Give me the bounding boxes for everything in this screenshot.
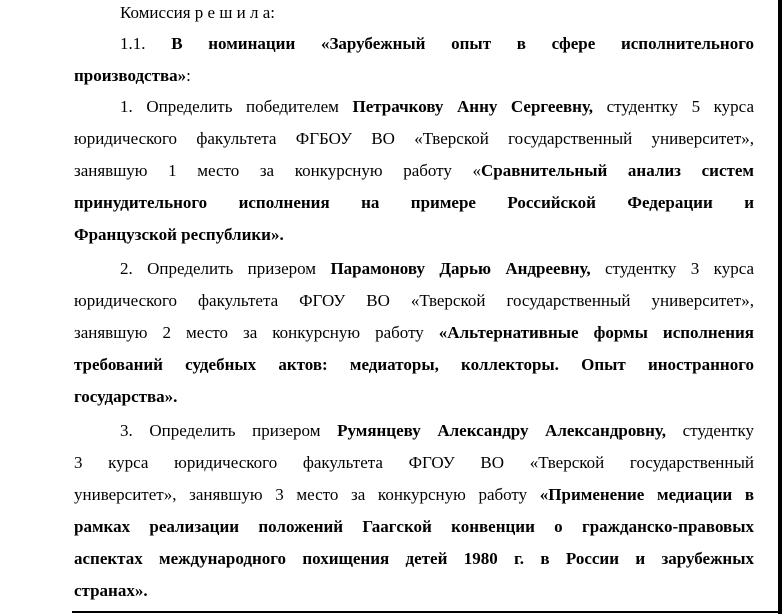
decision-item-line xyxy=(74,387,754,407)
page-bottom-rule xyxy=(72,611,782,613)
regular-text: занявшую 1 место за конкурсную работу « xyxy=(74,161,481,180)
decision-item-line xyxy=(74,355,754,375)
bold-text: Сравнительный анализ систем xyxy=(481,161,754,180)
regular-text: юридического факультета ФГБОУ ВО «Тверской государственный университет», xyxy=(74,129,754,148)
decision-item-line xyxy=(74,549,754,569)
bold-text: «Альтернативные формы исполнения xyxy=(438,323,754,342)
decision-item-line xyxy=(74,291,754,311)
decision-item-line xyxy=(74,129,754,149)
regular-text: университет», занявшую 3 место за конкурсную работу xyxy=(74,485,540,504)
regular-text: юридического факультета ФГОУ ВО «Тверской государственный университет», xyxy=(74,291,754,310)
regular-text: студентку 3 курса xyxy=(590,259,754,278)
bold-text: Французской республики». xyxy=(74,225,284,244)
regular-text: занявшую 2 место за конкурсную работу xyxy=(74,323,439,342)
nomination-colon: : xyxy=(186,66,191,85)
regular-text: 1. Определить победителем xyxy=(120,97,353,116)
decision-item-line xyxy=(74,323,754,343)
nomination-number: 1.1. xyxy=(120,34,146,53)
bold-text: «Применение медиации в xyxy=(539,485,754,504)
commission-decided-line xyxy=(120,3,520,23)
intro-text: Комиссия р е ш и л а: xyxy=(120,3,276,22)
decision-item-line xyxy=(74,225,754,245)
regular-text: 3. Определить призером xyxy=(120,421,338,440)
decision-item-line xyxy=(74,161,754,181)
regular-text: 3 курса юридического факультета ФГОУ ВО «Тверской государственный xyxy=(74,453,754,472)
decision-item-line xyxy=(74,517,754,537)
decision-item-line xyxy=(120,421,754,441)
regular-text: студентку 5 курса xyxy=(593,97,754,116)
regular-text: 2. Определить призером xyxy=(120,259,331,278)
nomination-title-part-1: В номинации «Зарубежный опыт в сфере исполнительного xyxy=(171,34,755,53)
decision-item-line xyxy=(74,581,754,601)
decision-item-line xyxy=(120,97,754,117)
decision-item-line xyxy=(74,485,754,505)
nomination-heading-line-2 xyxy=(74,66,754,86)
nomination-heading-line-1 xyxy=(120,34,754,54)
bold-text: аспектах международного похищения детей 1980 г. в России и зарубежных xyxy=(74,549,754,568)
decision-item-line xyxy=(74,453,754,473)
bold-text: рамках реализации положений Гаагской конвенции о гражданско-правовых xyxy=(74,517,754,536)
bold-text: Румянцеву Александру Александровну, xyxy=(337,421,666,440)
bold-text: Петрачкову Анну Сергеевну, xyxy=(352,97,594,116)
regular-text: студентку xyxy=(665,421,754,440)
decision-item-line xyxy=(120,259,754,279)
bold-text: требований судебных актов: медиаторы, коллекторы. Опыт иностранного xyxy=(74,355,754,374)
page-right-edge xyxy=(778,0,782,614)
nomination-title-part-2: производства» xyxy=(74,66,187,85)
decision-item-line xyxy=(74,193,754,213)
bold-text: Парамонову Дарью Андреевну, xyxy=(330,259,591,278)
bold-text: принудительного исполнения на примере Российской Федерации и xyxy=(74,193,754,212)
bold-text: странах». xyxy=(74,581,148,600)
bold-text: государства». xyxy=(74,387,178,406)
